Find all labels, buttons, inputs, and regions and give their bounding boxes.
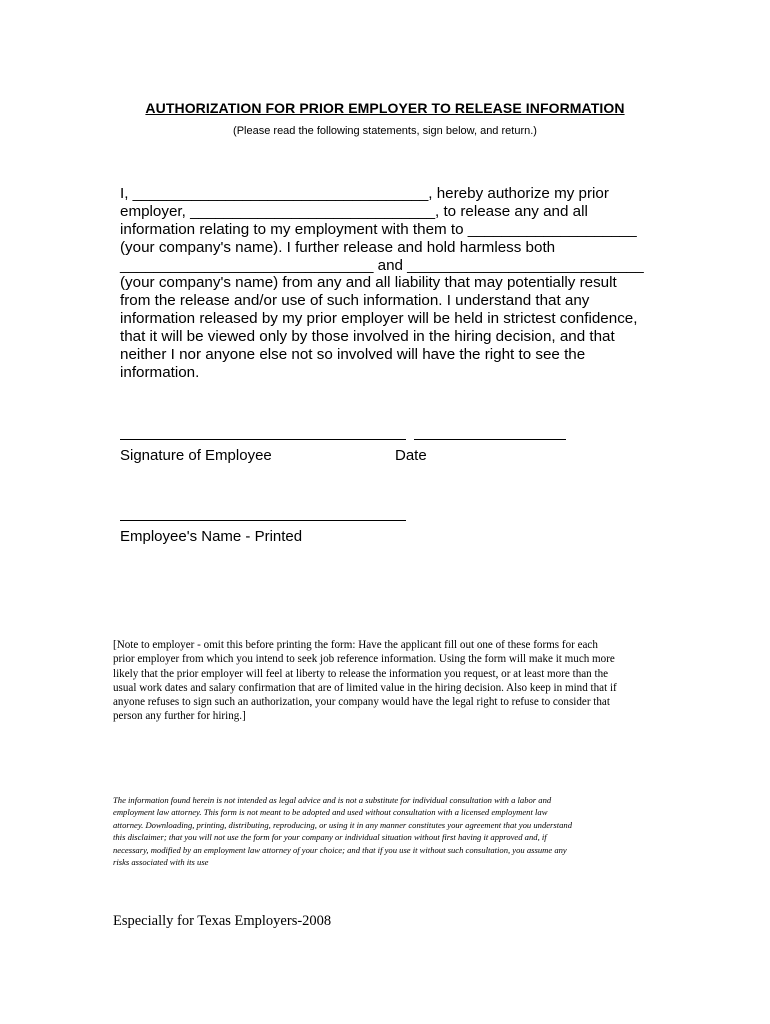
paragraph-line: that it will be viewed only by those involved in the hiring decision, and that [120,328,615,346]
note-line: [Note to employer - omit this before printing the form: Have the applicant fill out one of these forms for each [113,639,598,651]
paragraph-line: I, ___________________________________, hereby authorize my prior [120,185,609,202]
disclaimer-line: The information found herein is not intended as legal advice and is not a substitute for individual consultation with a labor and [113,795,552,805]
paragraph-line: information relating to my employment with them to ____________________ [120,220,637,238]
paragraph-line: neither I nor anyone else not so involved will have the right to see the [120,346,586,364]
paragraph-line: information. [120,363,200,381]
footer-text: Especially for Texas Employers-2008 [113,913,332,929]
note-line: person any further for hiring.] [113,710,246,723]
signature-line[interactable] [120,439,406,440]
paragraph-line: employer, _____________________________, to release any and all [120,202,588,220]
note-line: likely that the prior employer will feel at liberty to release the information you request, or at least more than the [113,667,609,680]
printed-name-label: Employee's Name - Printed [120,528,303,545]
date-line[interactable] [414,439,566,440]
disclaimer-line: attorney. Downloading, printing, distributing, reproducing, or using it in any manner constitutes your agreement that you understand [113,819,573,830]
disclaimer-line: necessary, modified by an employment law attorney of your choice; and that if you use it without such consultation, you assume any [113,844,567,855]
date-label: Date [395,447,427,464]
paragraph-line: (your company's name) from any and all liability that may potentially result [120,274,617,292]
form-title: AUTHORIZATION FOR PRIOR EMPLOYER TO RELEASE INFORMATION [145,100,625,116]
paragraph-line: ______________________________ and ____________________________ [120,256,644,274]
printed-name-line[interactable] [120,520,406,521]
disclaimer-line: employment law attorney. This form is not meant to be adopted and used without consultation with a licensed employment law [113,807,548,818]
form-subtitle: (Please read the following statements, sign below, and return.) [233,125,537,137]
disclaimer-line: this disclaimer; that you will not use the form for your company or individual situation without first having it approved and, if [113,832,547,843]
paragraph-line: (your company's name). I further release and hold harmless both [120,238,556,256]
legal-disclaimer [113,794,658,868]
signature-label: Signature of Employee [120,447,272,464]
note-line: prior employer from which you intend to seek job reference information. Using the form will make it much more [113,653,615,666]
paragraph-line: information released by my prior employer will be held in strictest confidence, [120,310,638,328]
paragraph-line: from the release and/or use of such information. I understand that any [120,292,590,310]
disclaimer-line: risks associated with its use [113,857,209,868]
employer-note [113,638,658,724]
note-line: anyone refuses to sign such an authorization, your company would have the legal right to refuse to consider that [113,696,610,709]
note-line: usual work dates and salary confirmation that are of limited value in the hiring decision. Also keep in mind that if [113,681,617,694]
authorization-paragraph [120,185,660,382]
